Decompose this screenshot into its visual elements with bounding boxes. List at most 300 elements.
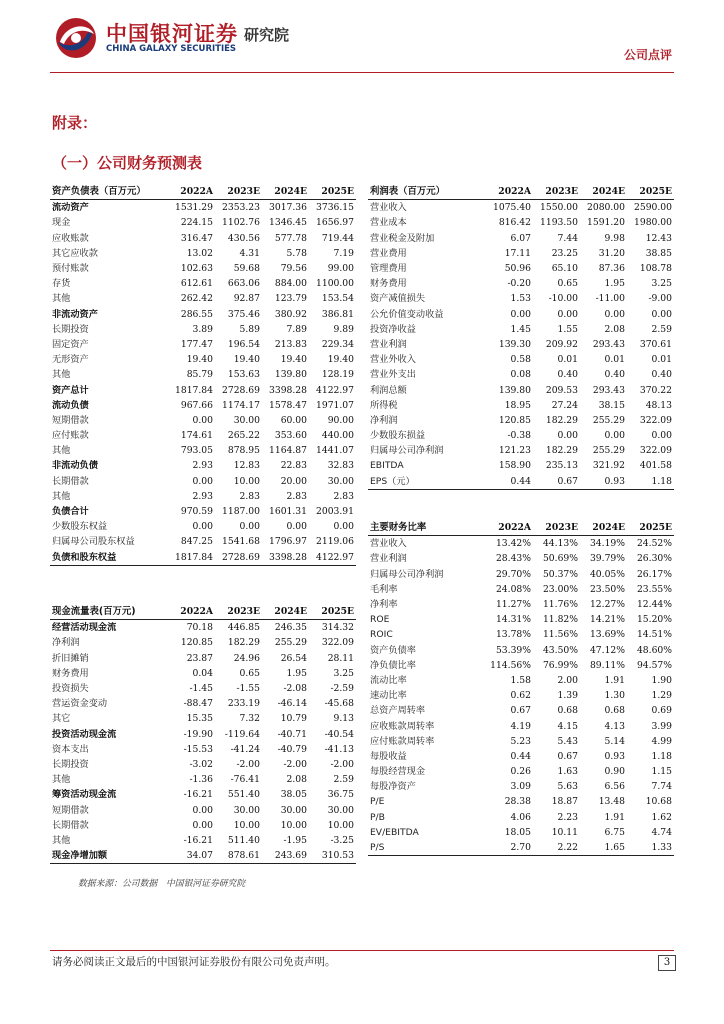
cell-value: 158.90 <box>498 460 531 472</box>
table-title: 利润表（百万元） <box>368 184 486 200</box>
cell-value: 0.26 <box>510 766 531 778</box>
table-row <box>50 337 356 352</box>
cell-value: 120.85 <box>498 414 531 426</box>
cell-value: 1.90 <box>651 674 672 686</box>
cell-value: -119.64 <box>224 728 260 740</box>
cell-value: 322.09 <box>639 445 672 457</box>
row-label: P/S <box>368 840 486 856</box>
cell-value: 4.15 <box>557 720 578 732</box>
cell-value: 1817.84 <box>168 550 215 566</box>
cell-value: 2.00 <box>557 674 578 686</box>
table-row <box>50 666 356 681</box>
table-row <box>50 200 356 216</box>
cell-value: 50.37% <box>542 568 578 580</box>
cell-value: -2.00 <box>330 758 354 770</box>
cell-value: 4.31 <box>239 247 260 259</box>
cell-value: 87.36 <box>598 263 625 275</box>
cell-value: 878.61 <box>215 848 262 864</box>
row-label: 总资产周转率 <box>370 705 426 717</box>
cell-value: 5.63 <box>557 781 578 793</box>
cell-value: 23.50% <box>589 583 625 595</box>
table-row <box>50 382 356 397</box>
cell-value: 2728.69 <box>222 384 260 396</box>
row-label: 净负债比率 <box>370 659 416 671</box>
cell-value: 139.80 <box>274 369 307 381</box>
cell-value: 224.15 <box>180 217 213 229</box>
row-label: 资产负债率 <box>370 644 416 656</box>
table-row <box>368 443 674 458</box>
cell-value: -2.08 <box>283 683 307 695</box>
row-label: 其他 <box>52 369 71 381</box>
cell-value: 32.83 <box>327 460 354 472</box>
cell-value: 255.29 <box>592 445 625 457</box>
cell-value: 2.23 <box>557 811 578 823</box>
cell-value: 286.55 <box>180 308 213 320</box>
row-label: 流动负债 <box>52 399 89 411</box>
cell-value: 31.20 <box>598 247 625 259</box>
cell-value: 0.00 <box>557 308 578 320</box>
cell-value: 11.56% <box>542 629 578 641</box>
row-label: 负债合计 <box>52 506 89 518</box>
cell-value: 1102.76 <box>222 217 260 229</box>
table-row <box>368 352 674 367</box>
table-row <box>50 727 356 742</box>
column-header: 2025E <box>309 184 356 200</box>
cell-value: 0.00 <box>192 819 213 831</box>
row-label: 折旧摊销 <box>52 652 89 664</box>
cell-value: 4122.97 <box>316 384 354 396</box>
table-row <box>368 246 674 261</box>
row-label: 投资活动现金流 <box>52 728 117 740</box>
table-row <box>368 658 674 673</box>
table-row <box>50 443 356 458</box>
cell-value: 0.69 <box>651 705 672 717</box>
cell-value: 14.21% <box>589 614 625 626</box>
cell-value: 26.17% <box>636 568 672 580</box>
table-row <box>368 643 674 658</box>
cell-value: 380.92 <box>274 308 307 320</box>
cell-value: 0.00 <box>604 308 625 320</box>
cell-value: 1.33 <box>627 840 674 856</box>
row-label: 营业收入 <box>370 538 407 550</box>
cell-value: 0.40 <box>604 369 625 381</box>
cell-value: 0.44 <box>510 750 531 762</box>
cell-value: -2.00 <box>236 758 260 770</box>
row-label: 财务费用 <box>370 278 407 290</box>
source-note: 数据来源：公司数据 中国银河证券研究院 <box>78 879 246 889</box>
cell-value: 1531.29 <box>175 202 213 214</box>
row-label: 短期借款 <box>52 414 89 426</box>
cell-value: 878.95 <box>227 445 260 457</box>
cell-value: 38.05 <box>280 789 307 801</box>
row-label: 现金 <box>52 217 71 229</box>
row-label: 存货 <box>52 278 71 290</box>
page-header <box>0 0 724 80</box>
row-label: 净利率 <box>370 599 398 611</box>
row-label: 营运资金变动 <box>52 698 108 710</box>
cell-value: 0.67 <box>533 474 580 490</box>
cell-value: 10.68 <box>645 796 672 808</box>
cell-value: 7.74 <box>651 781 672 793</box>
cell-value: 20.00 <box>280 475 307 487</box>
cell-value: 15.35 <box>186 713 213 725</box>
cell-value: 970.59 <box>180 506 213 518</box>
cell-value: 3736.15 <box>316 202 354 214</box>
row-label: 应收账款周转率 <box>370 720 435 732</box>
row-label: EV/EBITDA <box>370 826 419 838</box>
cell-value: 7.32 <box>239 713 260 725</box>
cell-value: 375.46 <box>227 308 260 320</box>
cell-value: 1.45 <box>510 323 531 335</box>
cell-value: 2590.00 <box>634 202 672 214</box>
cell-value: 40.05% <box>589 568 625 580</box>
cell-value: 9.98 <box>604 232 625 244</box>
row-label: 短期借款 <box>52 804 89 816</box>
cell-value: 0.00 <box>286 521 307 533</box>
table-row <box>368 458 674 473</box>
row-label: ROE <box>370 614 390 626</box>
cell-value: 12.27% <box>589 599 625 611</box>
appendix-title: 附录： <box>52 114 98 132</box>
cell-value: 36.75 <box>327 789 354 801</box>
cell-value: 27.24 <box>551 399 578 411</box>
cell-value: 816.42 <box>498 217 531 229</box>
cell-value: 262.42 <box>180 293 213 305</box>
table-row <box>50 322 356 337</box>
cell-value: 30.00 <box>233 804 260 816</box>
column-header: 2023E <box>533 520 580 536</box>
table-row <box>50 489 356 504</box>
cell-value: 1980.00 <box>634 217 672 229</box>
table-row <box>368 840 674 856</box>
cell-value: 293.43 <box>592 384 625 396</box>
cell-value: 24.08% <box>495 583 531 595</box>
cell-value: 1971.07 <box>316 399 354 411</box>
row-label: 长期借款 <box>52 475 89 487</box>
cell-value: 182.29 <box>545 445 578 457</box>
table-row <box>50 519 356 534</box>
row-label: 非流动资产 <box>52 308 98 320</box>
table-row <box>368 337 674 352</box>
cell-value: 1.65 <box>580 840 627 856</box>
cell-value: 23.87 <box>186 652 213 664</box>
row-label: 营业外支出 <box>370 369 416 381</box>
row-label: 资产减值损失 <box>370 293 426 305</box>
table-row <box>368 749 674 764</box>
row-label: 资本支出 <box>52 743 89 755</box>
cell-value: -16.21 <box>183 789 213 801</box>
cell-value: 1174.17 <box>222 399 260 411</box>
cell-value: 0.00 <box>510 308 531 320</box>
cell-value: 128.19 <box>321 369 354 381</box>
cell-value: 1817.84 <box>175 384 213 396</box>
cell-value: 50.69% <box>542 553 578 565</box>
row-label: 所得税 <box>370 399 398 411</box>
table-row <box>368 367 674 382</box>
cell-value: 39.79% <box>589 553 625 565</box>
table-row <box>368 612 674 627</box>
cell-value: 2.93 <box>192 460 213 472</box>
cell-value: 255.29 <box>274 637 307 649</box>
row-label: 营业利润 <box>370 553 407 565</box>
row-label: 长期借款 <box>52 819 89 831</box>
cell-value: 4.99 <box>651 735 672 747</box>
row-label: 其他 <box>52 490 71 502</box>
cell-value: 0.00 <box>557 430 578 442</box>
table-row <box>368 627 674 642</box>
row-label: 应收账款 <box>52 232 89 244</box>
cell-value: 50.96 <box>504 263 531 275</box>
row-label: 管理费用 <box>370 263 407 275</box>
cell-value: 1550.00 <box>540 202 578 214</box>
cell-value: 3.89 <box>192 323 213 335</box>
cell-value: 1541.68 <box>222 536 260 548</box>
cell-value: 0.00 <box>651 430 672 442</box>
row-label: ROIC <box>370 629 393 641</box>
table-row <box>50 818 356 833</box>
row-label: 现金净增加额 <box>50 848 168 864</box>
table-header-row <box>50 604 356 620</box>
row-label: 流动资产 <box>52 202 89 214</box>
cell-value: 10.00 <box>280 819 307 831</box>
cell-value: 11.76% <box>542 599 578 611</box>
cell-value: 10.00 <box>327 819 354 831</box>
cell-value: 94.57% <box>636 659 672 671</box>
cell-value: 44.13% <box>542 538 578 550</box>
column-header: 2022A <box>168 184 215 200</box>
cell-value: 60.00 <box>280 414 307 426</box>
table-row <box>50 413 356 428</box>
row-label: P/E <box>370 796 385 808</box>
cell-value: 551.40 <box>227 789 260 801</box>
cell-value: 23.25 <box>551 247 578 259</box>
cell-value: 1.91 <box>604 674 625 686</box>
cell-value: 229.34 <box>321 338 354 350</box>
table-row <box>368 428 674 443</box>
cell-value: 12.44% <box>636 599 672 611</box>
table-row <box>50 848 356 864</box>
row-label: 每股收益 <box>370 750 407 762</box>
cell-value: 0.01 <box>651 354 672 366</box>
table-header-row <box>368 520 674 536</box>
cell-value: 26.30% <box>636 553 672 565</box>
cell-value: 14.51% <box>636 629 672 641</box>
row-label: 投资损失 <box>52 683 89 695</box>
cell-value: 1164.87 <box>269 445 307 457</box>
cell-value: 19.40 <box>327 354 354 366</box>
cell-value: 0.90 <box>604 766 625 778</box>
cell-value: 19.40 <box>186 354 213 366</box>
cell-value: 196.54 <box>227 338 260 350</box>
table-row <box>368 718 674 733</box>
cell-value: 3398.28 <box>262 550 309 566</box>
cell-value: 76.99% <box>542 659 578 671</box>
cash-flow-table <box>50 604 356 864</box>
cell-value: 265.22 <box>227 430 260 442</box>
column-header: 2025E <box>627 520 674 536</box>
cell-value: 47.12% <box>589 644 625 656</box>
table-row <box>50 534 356 549</box>
cell-value: 4.74 <box>651 826 672 838</box>
footer-divider <box>50 950 674 951</box>
table-row <box>368 597 674 612</box>
section-title: （一）公司财务预测表 <box>52 154 203 172</box>
cell-value: 2003.91 <box>316 506 354 518</box>
cell-value: 1.30 <box>604 690 625 702</box>
table-row <box>50 428 356 443</box>
table-row <box>50 276 356 291</box>
column-header: 2023E <box>215 184 262 200</box>
cell-value: 3.99 <box>651 720 672 732</box>
cell-value: 38.85 <box>645 247 672 259</box>
cell-value: 310.53 <box>309 848 356 864</box>
cell-value: 53.39% <box>495 644 531 656</box>
cell-value: 23.00% <box>542 583 578 595</box>
cell-value: 19.40 <box>233 354 260 366</box>
cell-value: 246.35 <box>274 622 307 634</box>
cell-value: 386.81 <box>321 308 354 320</box>
cell-value: 0.00 <box>239 521 260 533</box>
cell-value: -40.71 <box>277 728 307 740</box>
cell-value: 1.95 <box>604 278 625 290</box>
table-row <box>368 779 674 794</box>
table-row <box>50 635 356 650</box>
cell-value: 0.62 <box>510 690 531 702</box>
cell-value: 612.61 <box>180 278 213 290</box>
cell-value: 1.55 <box>557 323 578 335</box>
cell-value: 243.69 <box>262 848 309 864</box>
cell-value: 2.83 <box>239 490 260 502</box>
cell-value: 174.61 <box>180 430 213 442</box>
cell-value: 3.25 <box>333 667 354 679</box>
table-row <box>50 787 356 802</box>
table-row <box>368 567 674 582</box>
cell-value: 38.15 <box>598 399 625 411</box>
galaxy-swirl-logo-icon <box>54 16 98 60</box>
cell-value: -0.38 <box>507 430 531 442</box>
cell-value: 2080.00 <box>587 202 625 214</box>
cell-value: 0.68 <box>557 705 578 717</box>
cell-value: 293.43 <box>592 338 625 350</box>
table-row <box>368 291 674 306</box>
table-header-row <box>50 184 356 200</box>
row-label: 其他 <box>52 293 71 305</box>
cell-value: 48.60% <box>636 644 672 656</box>
cell-value: 10.11 <box>551 826 578 838</box>
table-row <box>50 711 356 726</box>
cell-value: 28.43% <box>495 553 531 565</box>
table-row <box>368 688 674 703</box>
cell-value: 59.68 <box>233 263 260 275</box>
row-label: 每股净资产 <box>370 781 416 793</box>
column-header: 2024E <box>262 184 309 200</box>
table-row <box>50 681 356 696</box>
cell-value: 322.09 <box>321 637 354 649</box>
table-row <box>50 398 356 413</box>
cell-value: 7.44 <box>557 232 578 244</box>
cell-value: 30.00 <box>327 804 354 816</box>
cell-value: 28.11 <box>327 652 354 664</box>
cell-value: 102.63 <box>180 263 213 275</box>
cell-value: 29.70% <box>495 568 531 580</box>
cell-value: 401.58 <box>639 460 672 472</box>
table-row <box>50 651 356 666</box>
cell-value: 1591.20 <box>587 217 625 229</box>
table-row <box>368 673 674 688</box>
table-row <box>368 825 674 840</box>
cell-value: 0.00 <box>192 804 213 816</box>
row-label: 流动比率 <box>370 674 407 686</box>
cell-value: 577.78 <box>274 232 307 244</box>
table-row <box>50 504 356 519</box>
row-label: P/B <box>370 811 385 823</box>
table-row <box>50 802 356 817</box>
cell-value: 2.83 <box>286 490 307 502</box>
cell-value: 2.93 <box>192 490 213 502</box>
cell-value: 321.92 <box>592 460 625 472</box>
table-row <box>50 474 356 489</box>
cell-value: 1656.97 <box>316 217 354 229</box>
cell-value: 0.00 <box>192 475 213 487</box>
cell-value: 24.96 <box>233 652 260 664</box>
cell-value: 209.53 <box>545 384 578 396</box>
cell-value: 34.07 <box>168 848 215 864</box>
cell-value: 121.23 <box>498 445 531 457</box>
row-label: 其他 <box>52 834 71 846</box>
cell-value: 235.13 <box>545 460 578 472</box>
table-row <box>50 772 356 787</box>
cell-value: 0.00 <box>333 521 354 533</box>
cell-value: 7.19 <box>333 247 354 259</box>
header-divider <box>50 72 674 73</box>
cell-value: 92.87 <box>233 293 260 305</box>
cell-value: -1.45 <box>189 683 213 695</box>
cell-value: -2.00 <box>283 758 307 770</box>
cell-value: 663.06 <box>227 278 260 290</box>
cell-value: -45.68 <box>324 698 354 710</box>
cell-value: 322.09 <box>639 414 672 426</box>
table-row <box>50 833 356 848</box>
logo-institute: 研究院 <box>244 26 290 44</box>
cell-value: -0.20 <box>507 278 531 290</box>
cell-value: 65.10 <box>551 263 578 275</box>
cell-value: 13.69% <box>589 629 625 641</box>
row-label: 投资净收益 <box>370 323 416 335</box>
row-label: 营业费用 <box>370 247 407 259</box>
cell-value: -41.24 <box>230 743 260 755</box>
cell-value: -16.21 <box>183 834 213 846</box>
cell-value: -2.59 <box>330 683 354 695</box>
cell-value: 5.78 <box>286 247 307 259</box>
table-row <box>368 764 674 779</box>
row-label: 负债和股东权益 <box>50 550 168 566</box>
cell-value: -9.00 <box>648 293 672 305</box>
row-label: 筹资活动现金流 <box>52 789 117 801</box>
table-row <box>50 352 356 367</box>
cell-value: 26.54 <box>280 652 307 664</box>
cell-value: 430.56 <box>227 232 260 244</box>
cell-value: -41.13 <box>324 743 354 755</box>
column-header: 2025E <box>627 184 674 200</box>
row-label: 每股经营现金 <box>370 766 426 778</box>
cell-value: -40.79 <box>277 743 307 755</box>
cell-value: 6.56 <box>604 781 625 793</box>
cell-value: 108.78 <box>639 263 672 275</box>
cell-value: 233.19 <box>227 698 260 710</box>
cell-value: 1.53 <box>510 293 531 305</box>
cell-value: -3.02 <box>189 758 213 770</box>
cell-value: 1.91 <box>604 811 625 823</box>
